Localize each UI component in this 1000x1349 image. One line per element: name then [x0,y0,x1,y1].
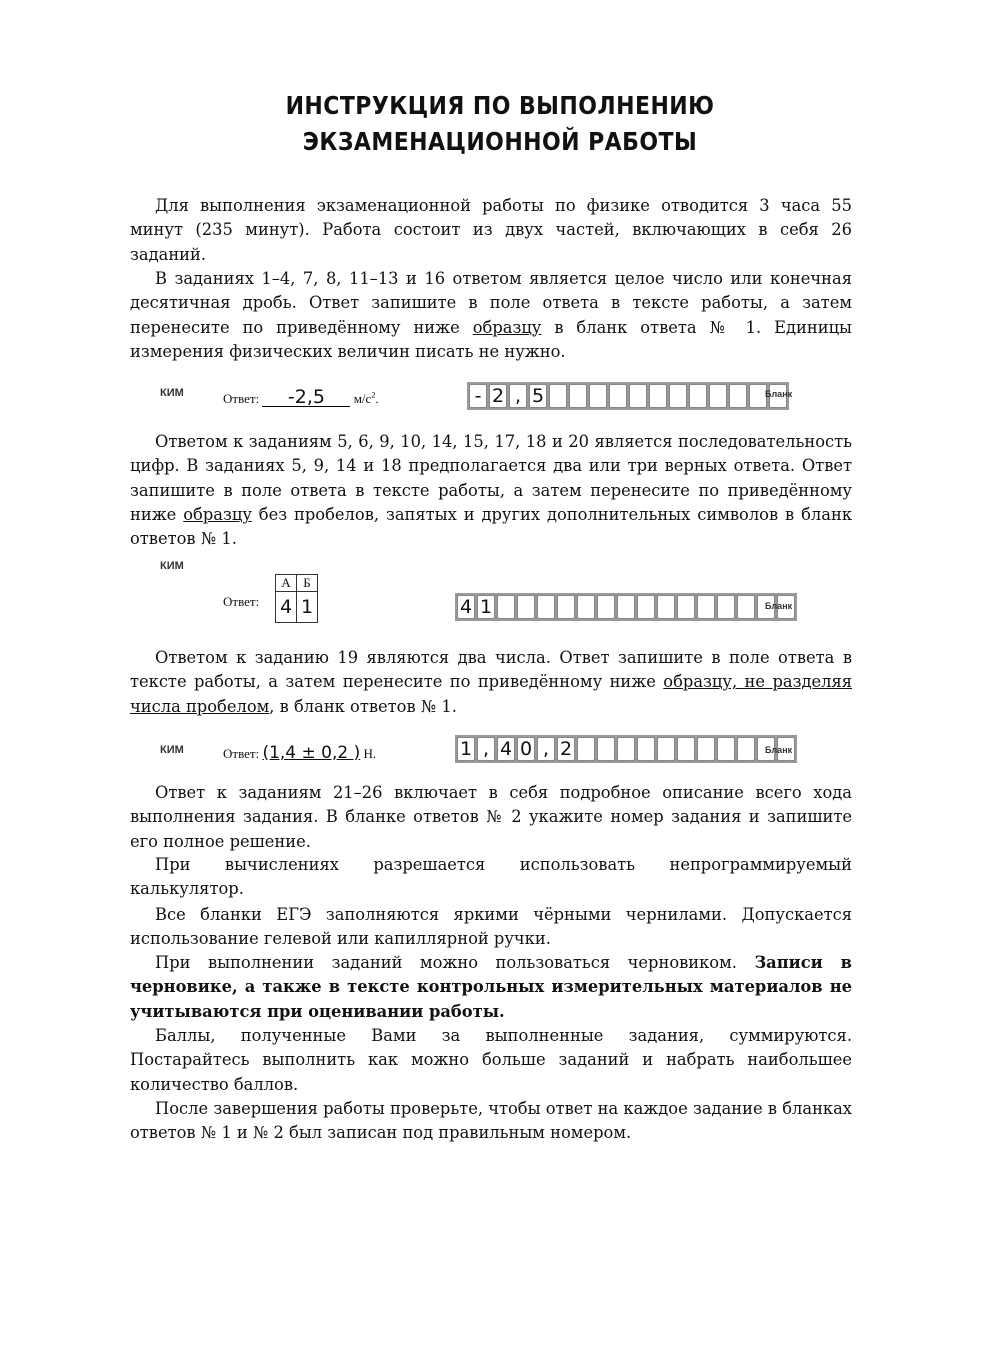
answer-cell [549,384,567,408]
paragraph-draft: При выполнении заданий можно пользоваться черновиком. Записи в черновике, а также в тексте контрольных измерительных материалов не учитываются при оценивании работы. [130,953,852,1021]
answer-cell [597,595,615,619]
paragraph-sequence: Ответом к заданиям 5, 6, 9, 10, 14, 15, 17, 18 и 20 является последовательность цифр. В заданиях 5, 9, 14 и 18 предполагается два или три верных ответа. Ответ запишите в поле ответа в тексте работы, а затем перенесите по приведённому ниже образцу без пробелов, запятых и других дополнительных символов в бланк ответов № 1. [130,432,852,549]
blank-label: Бланк [765,745,793,755]
answer-cell [609,384,627,408]
answer-cell [617,737,635,761]
kim-label: КИМ [160,744,184,756]
answer-cell [709,384,727,408]
answer-cell: , [509,384,527,408]
answer-cell: , [537,737,555,761]
answer-cell: , [477,737,495,761]
answer-label: Ответ: (1,4 ± 0,2 ) Н. [223,743,377,763]
answer-cell [557,595,575,619]
kim-label: КИМ [160,560,184,572]
answer-cell [577,737,595,761]
answer-cell [589,384,607,408]
paragraph-scores: Баллы, полученные Вами за выполненные задания, суммируются. Постарайтесь выполнить как можно больше заданий и набрать наибольшее количество баллов. [130,1026,852,1094]
answer-label: Ответ: -2,5 $м/с^2$. [223,386,379,408]
answer-cell [689,384,707,408]
answer-cell: 1 [457,737,475,761]
answer-cell [729,384,747,408]
kim-label: КИМ [160,387,184,399]
answer-cell [677,737,695,761]
answer-cell [737,595,755,619]
answer-cell [637,737,655,761]
paragraph-check: После завершения работы проверьте, чтобы ответ на каждое задание в бланках ответов № 1 и № 2 был записан под правильным номером. [130,1099,852,1143]
blank-label: Бланк [765,389,793,399]
answer-cell [717,737,735,761]
paragraph-detailed: Ответ к заданиям 21–26 включает в себя подробное описание всего хода выполнения задания. В бланке ответов № 2 укажите номер задания и запишите его полное решение. [130,783,852,851]
answer-cell [617,595,635,619]
answer-cell [497,595,515,619]
answer-cell [677,595,695,619]
paragraph-calculator: При вычислениях разрешается использовать непрограммируемый калькулятор. [130,855,852,899]
answer-cell: 2 [557,737,575,761]
answer-cell [517,595,535,619]
page-title: ИНСТРУКЦИЯ ПО ВЫПОЛНЕНИЮ ЭКЗАМЕНАЦИОННОЙ РАБОТЫ [285,91,715,156]
answer-cell [669,384,687,408]
answer-cell [717,595,735,619]
paragraph-tasks-number: В заданиях 1–4, 7, 8, 11–13 и 16 ответом является целое число или конечная десятичная дробь. Ответ запишите в поле ответа в тексте работы, а затем перенесите по приведённому ниже образцу в бланк ответа № 1. Единицы измерения физических величин писать не нужно. [130,269,852,361]
answer-grid [467,382,789,410]
answer-cell [577,595,595,619]
answer-cell: 0 [517,737,535,761]
answer-cell: 1 [477,595,495,619]
answer-cell [657,595,675,619]
answer-label: Ответ: [223,594,260,609]
answer-cell: - [469,384,487,408]
blank-label: Бланк [765,601,793,611]
answer-cell: 4 [497,737,515,761]
answer-cell [697,595,715,619]
answer-cell: 2 [489,384,507,408]
answer-cell [649,384,667,408]
answer-cell [737,737,755,761]
answer-cell [637,595,655,619]
answer-grid [455,593,797,621]
answer-cell [537,595,555,619]
answer-cell: 5 [529,384,547,408]
paragraph-ink: Все бланки ЕГЭ заполняются яркими чёрными чернилами. Допускается использование гелевой или капиллярной ручки. [130,905,852,949]
answer-cell [597,737,615,761]
answer-cell [697,737,715,761]
answer-table: А Б 4 1 [275,574,318,623]
paragraph-two-numbers: Ответом к заданию 19 являются два числа. Ответ запишите в поле ответа в тексте работы, а затем перенесите по приведённому ниже образцу, не разделяя числа пробелом, в бланк ответов № 1. [130,648,852,716]
paragraph-time: Для выполнения экзаменационной работы по физике отводится 3 часа 55 минут (235 минут). Работа состоит из двух частей, включающих в себя 26 заданий. [130,196,852,264]
answer-cell: 4 [457,595,475,619]
answer-cell [629,384,647,408]
answer-cell [657,737,675,761]
answer-cell [569,384,587,408]
answer-grid [455,735,797,763]
